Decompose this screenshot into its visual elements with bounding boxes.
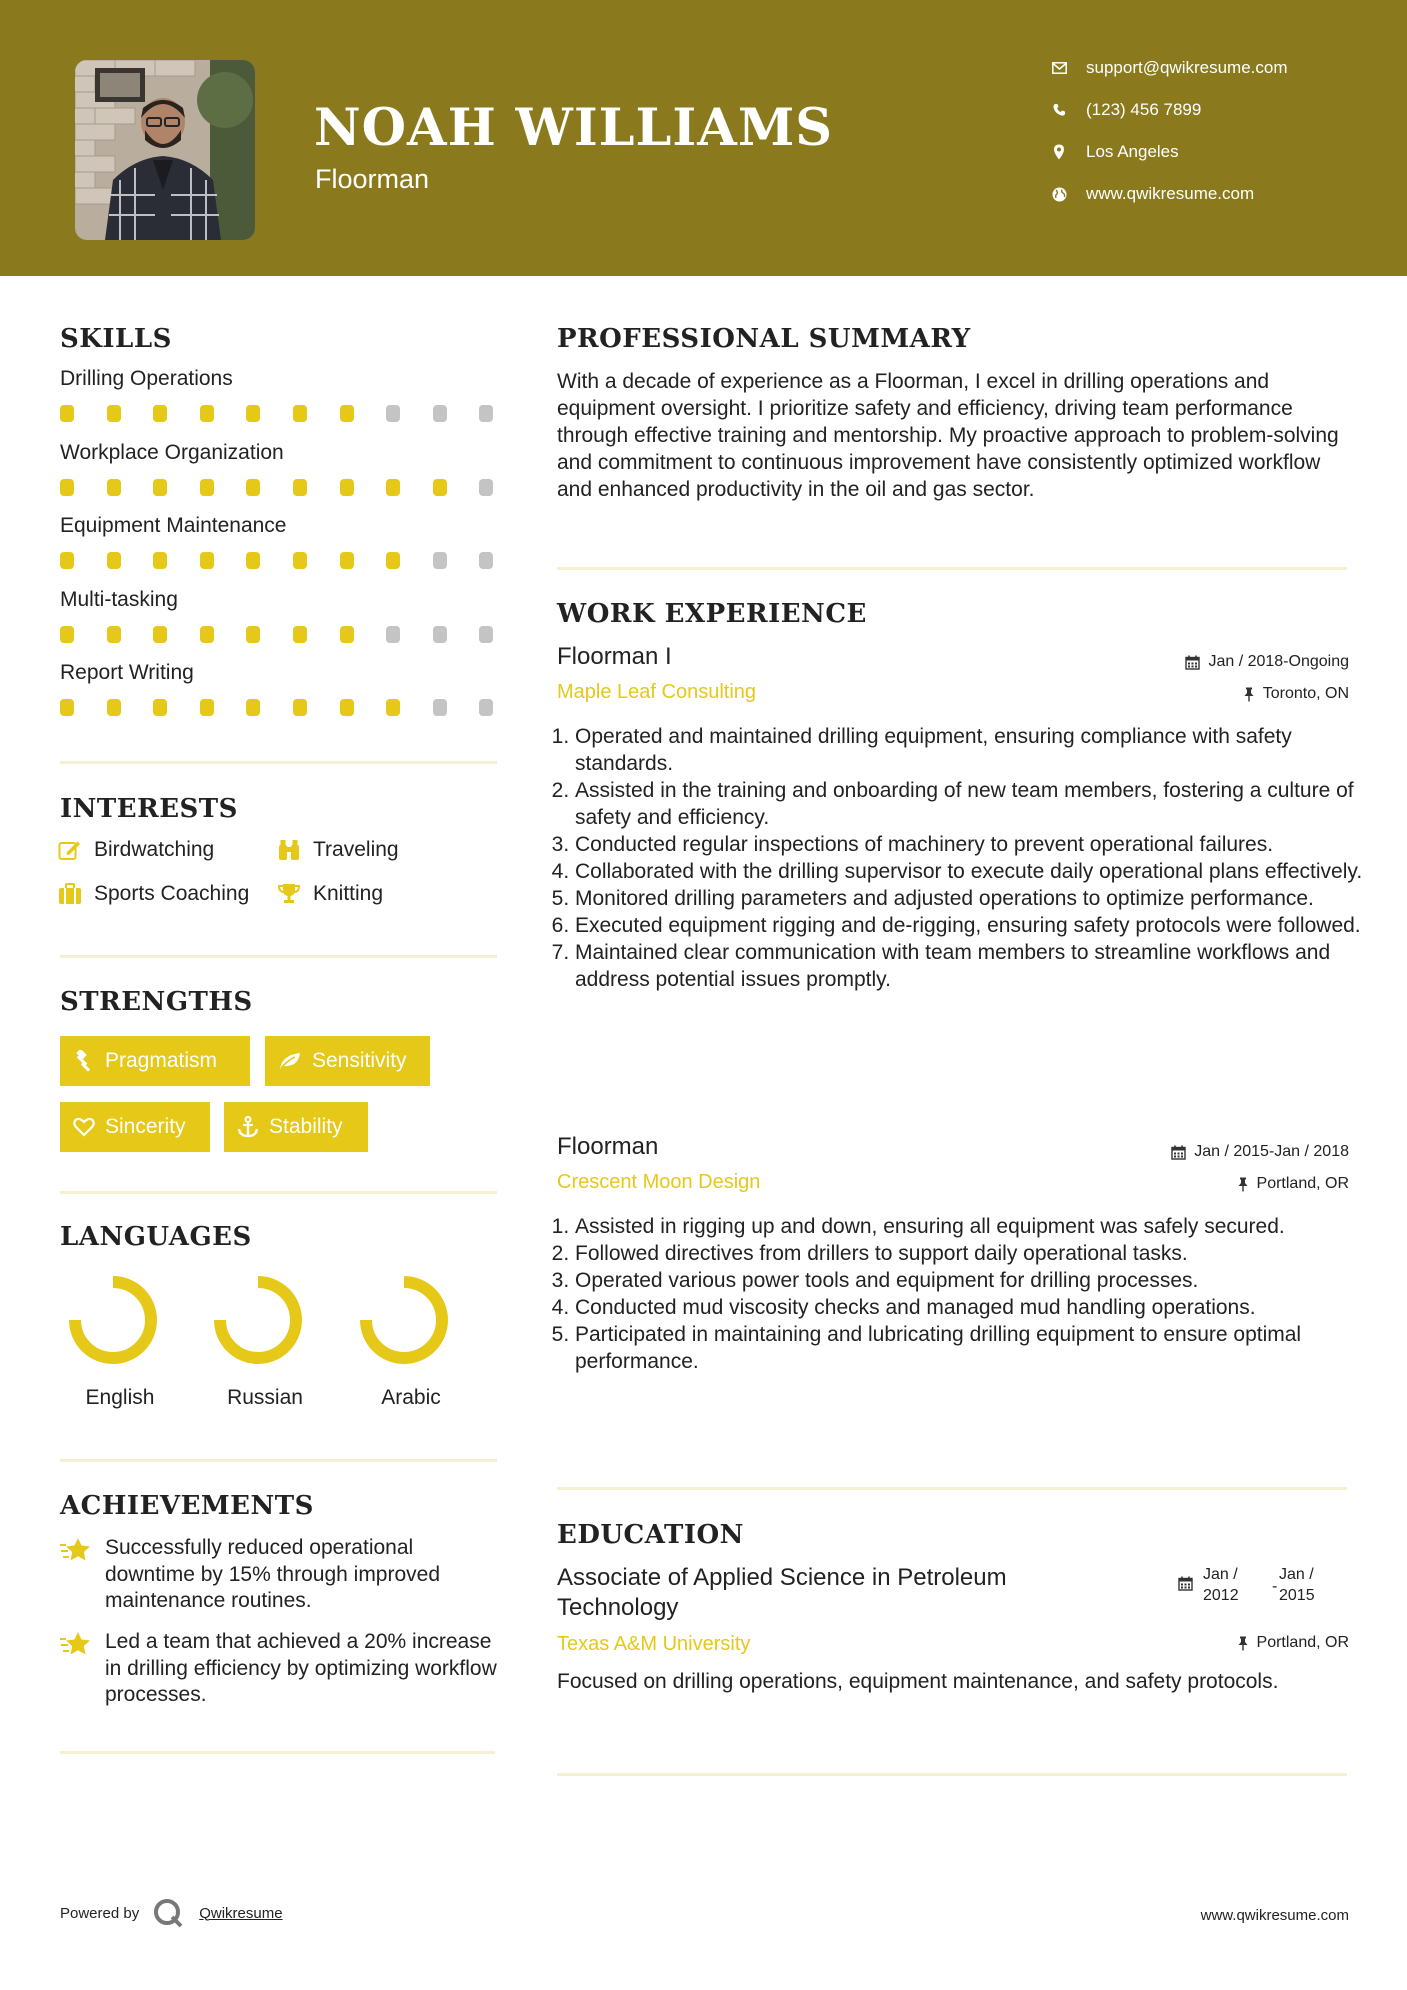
job-title: Floorman: [557, 1133, 659, 1160]
job-duty: 7. Maintained clear communication with team members to streamline workflows and address potential issues promptly.: [575, 939, 1365, 993]
strength-tag: [60, 1036, 250, 1086]
skill-dot-empty: [479, 552, 493, 569]
strength-tag: [265, 1036, 430, 1086]
skill-rating: [60, 479, 526, 496]
contact-location: [1051, 142, 1179, 162]
edu-start-year: 2012: [1203, 1587, 1239, 1604]
achievement-text: Successfully reduced operational downtime by 15% through improved maintenance routines.: [105, 1536, 441, 1612]
job-duties-list: [557, 723, 1365, 993]
skill-dot-filled: [246, 405, 260, 422]
heart-icon: [73, 1117, 95, 1137]
skill-dot-empty: [433, 405, 447, 422]
language-label: Russian: [227, 1386, 303, 1409]
skill-dot-filled: [153, 699, 167, 716]
achievement-item: [60, 1629, 500, 1709]
phone-icon: [1051, 102, 1067, 118]
skill-dot-filled: [293, 479, 307, 496]
binoculars-icon: [277, 838, 301, 862]
interest-label: Knitting: [313, 882, 384, 905]
summary-text: With a decade of experience as a Floorman, I excel in drilling operations and equipment oversight. I prioritize safety and efficiency, driving team performance through effective training and mentorship. My proactive approach to problem-solving and commitment to continuous improvement have consistently optimized workflow and enhanced productivity in the oil and gas sector.: [557, 370, 1339, 501]
education-description: Focused on drilling operations, equipment maintenance, and safety protocols.: [557, 1670, 1279, 1693]
pencil-square-icon: [58, 838, 82, 862]
job-dates-text: Jan / 2015-Jan / 2018: [1194, 1143, 1349, 1160]
job-location-text: Portland, OR: [1256, 1175, 1349, 1192]
star-icon: [60, 1535, 92, 1615]
skill-rating: [60, 405, 526, 422]
skill-name: Multi-tasking: [60, 587, 178, 611]
job-duty: 3. Conducted regular inspections of machinery to prevent operational failures.: [575, 831, 1365, 858]
skill-dot-empty: [479, 699, 493, 716]
degree-title: Associate of Applied Science in Petroleum Technology: [557, 1564, 1007, 1621]
skill-rating: [60, 699, 526, 716]
section-divider: [60, 761, 497, 764]
skill-dot-filled: [200, 699, 214, 716]
skill-dot-filled: [107, 479, 121, 496]
calendar-icon: [1178, 1576, 1193, 1597]
skill-dot-filled: [107, 405, 121, 422]
skill-dot-filled: [246, 479, 260, 496]
contact-phone[interactable]: [1051, 100, 1201, 120]
skill-dot-empty: [386, 405, 400, 422]
envelope-icon: [1051, 60, 1067, 76]
candidate-role: Floorman: [315, 164, 430, 194]
globe-icon: [1051, 186, 1067, 202]
skill-dot-filled: [60, 552, 74, 569]
language-label: Arabic: [381, 1386, 441, 1409]
skill-dot-filled: [340, 552, 354, 569]
skill-dot-filled: [340, 699, 354, 716]
skill-dot-filled: [340, 479, 354, 496]
interest-item: [58, 882, 249, 906]
skill-dot-filled: [107, 626, 121, 643]
skill-name: Workplace Organization: [60, 440, 284, 464]
education-heading: EDUCATION: [557, 1520, 744, 1550]
job-duty: 4. Conducted mud viscosity checks and managed mud handling operations.: [575, 1294, 1365, 1321]
achievement-item: [60, 1535, 500, 1615]
website-text[interactable]: www.qwikresume.com: [1086, 184, 1255, 203]
edu-end-month: Jan /: [1279, 1566, 1314, 1583]
language-gauge-arc: [220, 1282, 296, 1358]
powered-by-label: Powered by: [60, 1904, 140, 1922]
pushpin-icon: [1237, 1636, 1249, 1651]
skill-dot-filled: [200, 626, 214, 643]
skill-dot-filled: [340, 626, 354, 643]
job-duty: 4. Collaborated with the drilling supervisor to execute daily operational plans effectively.: [575, 858, 1365, 885]
star-icon: [60, 1629, 92, 1709]
language-gauges: [0, 1270, 500, 1370]
skills-heading: SKILLS: [60, 324, 172, 354]
qwikresume-logo-icon: [153, 1898, 183, 1928]
strength-label: Pragmatism: [105, 1049, 218, 1072]
job-duties-list: [557, 1213, 1365, 1375]
skill-dot-filled: [60, 699, 74, 716]
pushpin-icon: [1237, 1177, 1249, 1192]
skill-dot-empty: [433, 552, 447, 569]
education-location-text: Portland, OR: [1256, 1634, 1349, 1651]
map-pin-icon: [1051, 144, 1067, 160]
skill-dot-empty: [433, 626, 447, 643]
job-duty: 2. Assisted in the training and onboarding of new team members, fostering a culture of safety and efficiency.: [575, 777, 1365, 831]
interest-label: Birdwatching: [94, 838, 215, 861]
skill-dot-empty: [479, 479, 493, 496]
job-dates-text: Jan / 2018-Ongoing: [1208, 653, 1349, 670]
brand-link[interactable]: Qwikresume: [199, 1904, 283, 1922]
footer-powered-by: [60, 1898, 283, 1928]
calendar-icon: [1185, 655, 1200, 670]
achievements-heading: ACHIEVEMENTS: [60, 1491, 314, 1521]
email-text[interactable]: support@qwikresume.com: [1086, 58, 1288, 77]
skill-name: Equipment Maintenance: [60, 514, 287, 537]
phone-text[interactable]: (123) 456 7899: [1086, 100, 1202, 119]
profile-photo: [75, 60, 255, 240]
skill-rating: [60, 626, 526, 643]
header-banner: [0, 0, 1407, 276]
experience-heading: WORK EXPERIENCE: [557, 599, 867, 629]
language-gauge-arc: [366, 1282, 442, 1358]
strength-tag: [60, 1102, 210, 1152]
interest-label: Traveling: [313, 838, 399, 861]
company-name: Maple Leaf Consulting: [557, 681, 757, 703]
skill-dot-filled: [246, 552, 260, 569]
anchor-icon: [237, 1116, 259, 1138]
skill-dot-filled: [386, 552, 400, 569]
pushpin-icon: [1243, 687, 1255, 702]
trophy-icon: [277, 882, 301, 906]
skill-dot-filled: [386, 479, 400, 496]
skill-dot-filled: [293, 626, 307, 643]
skill-dot-filled: [200, 479, 214, 496]
interest-item: [58, 838, 214, 862]
interest-item: [277, 882, 383, 906]
strength-label: Sensitivity: [312, 1049, 407, 1072]
summary-heading: PROFESSIONAL SUMMARY: [557, 324, 971, 354]
skill-dot-filled: [107, 552, 121, 569]
interest-item: [277, 838, 399, 862]
skill-dot-filled: [293, 699, 307, 716]
interests-heading: INTERESTS: [60, 794, 238, 824]
job-duty: 6. Executed equipment rigging and de-rigging, ensuring safety protocols were followed.: [575, 912, 1365, 939]
skill-name: Report Writing: [60, 661, 194, 684]
contact-email[interactable]: [1051, 58, 1288, 78]
section-divider: [60, 1459, 497, 1462]
edu-end-year: 2015: [1279, 1587, 1315, 1604]
skill-dot-empty: [479, 626, 493, 643]
language-gauge-arc: [75, 1282, 151, 1358]
skill-dot-filled: [60, 405, 74, 422]
leaf-icon: [278, 1051, 302, 1071]
skill-dot-filled: [60, 479, 74, 496]
job-location: [1237, 1175, 1349, 1193]
job-duty: 5. Participated in maintaining and lubricating drilling equipment to ensure optimal performance.: [575, 1321, 1365, 1375]
strength-tag: [224, 1102, 368, 1152]
skill-dot-filled: [153, 479, 167, 496]
skill-dot-filled: [293, 552, 307, 569]
skill-rating: [60, 552, 526, 569]
skill-dot-filled: [293, 405, 307, 422]
briefcase-icon: [58, 882, 82, 906]
calendar-icon: [1171, 1145, 1186, 1160]
job-duty: 5. Monitored drilling parameters and adjusted operations to optimize performance.: [575, 885, 1365, 912]
job-duty: 1. Assisted in rigging up and down, ensuring all equipment was safely secured.: [575, 1213, 1365, 1240]
section-divider: [60, 955, 497, 958]
location-text: Los Angeles: [1086, 142, 1179, 161]
job-duty: 2. Followed directives from drillers to support daily operational tasks.: [575, 1240, 1365, 1267]
job-dates: [1171, 1143, 1349, 1161]
job-duty: 3. Operated various power tools and equipment for drilling processes.: [575, 1267, 1365, 1294]
skill-dot-empty: [386, 626, 400, 643]
interest-label: Sports Coaching: [94, 882, 250, 905]
skill-dot-filled: [246, 626, 260, 643]
skill-dot-filled: [433, 479, 447, 496]
section-divider: [60, 1751, 495, 1754]
skill-dot-filled: [153, 552, 167, 569]
achievement-text: Led a team that achieved a 20% increase in drilling efficiency by optimizing workflow processes.: [105, 1630, 497, 1706]
education-location: [1237, 1634, 1349, 1652]
job-duty: 1. Operated and maintained drilling equipment, ensuring compliance with safety standards.: [575, 723, 1365, 777]
skill-dot-filled: [200, 552, 214, 569]
job-location: [1243, 685, 1349, 703]
edu-date-dash: -: [1272, 1578, 1278, 1595]
skill-dot-empty: [479, 405, 493, 422]
company-name: Crescent Moon Design: [557, 1171, 761, 1193]
candidate-name: NOAH WILLIAMS: [314, 98, 834, 158]
job-location-text: Toronto, ON: [1262, 685, 1349, 702]
job-dates: [1185, 653, 1349, 671]
skill-dot-empty: [433, 699, 447, 716]
skill-dot-filled: [107, 699, 121, 716]
skill-dot-filled: [60, 626, 74, 643]
skill-name: Drilling Operations: [60, 367, 233, 390]
skill-dot-filled: [386, 699, 400, 716]
section-divider: [557, 1487, 1347, 1490]
edu-start-month: Jan /: [1203, 1566, 1238, 1583]
section-divider: [557, 567, 1347, 570]
contact-website[interactable]: [1051, 184, 1254, 204]
school-name: Texas A&M University: [557, 1633, 751, 1655]
skill-dot-filled: [153, 405, 167, 422]
languages-heading: LANGUAGES: [60, 1222, 252, 1252]
strength-label: Stability: [269, 1115, 343, 1138]
language-label: English: [85, 1386, 155, 1409]
skill-dot-filled: [246, 699, 260, 716]
strength-label: Sincerity: [105, 1115, 186, 1138]
job-title: Floorman I: [557, 643, 672, 670]
skill-dot-filled: [200, 405, 214, 422]
skill-dot-filled: [340, 405, 354, 422]
footer-website[interactable]: www.qwikresume.com: [1200, 1907, 1349, 1924]
section-divider: [557, 1773, 1347, 1776]
section-divider: [60, 1191, 497, 1194]
gavel-icon: [73, 1050, 95, 1072]
strengths-heading: STRENGTHS: [60, 987, 253, 1017]
skill-dot-filled: [153, 626, 167, 643]
